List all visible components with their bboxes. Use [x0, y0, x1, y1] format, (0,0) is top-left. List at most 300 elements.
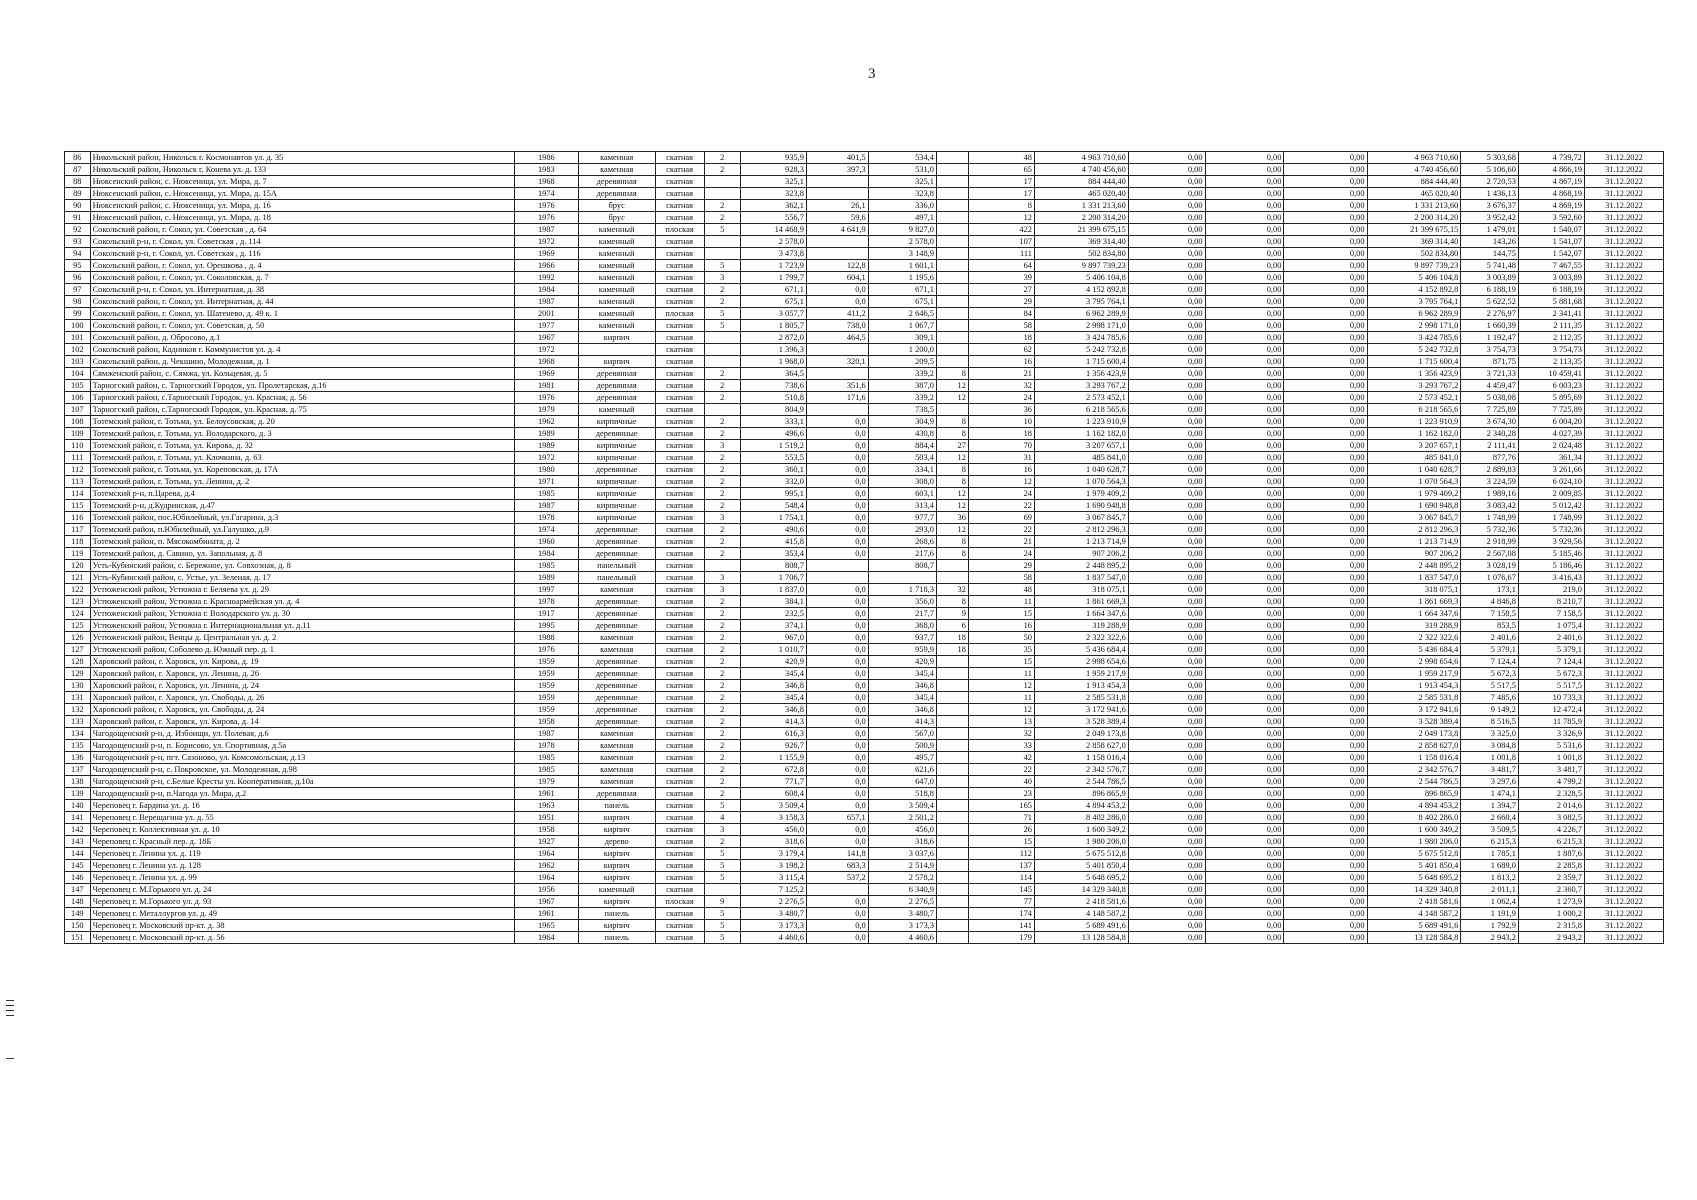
table-cell: 0,00 — [1128, 860, 1205, 872]
table-cell: 877,76 — [1461, 452, 1519, 464]
table-cell: 4 894 453,2 — [1367, 800, 1461, 812]
table-cell — [806, 884, 868, 896]
table-cell: 1987 — [514, 728, 578, 740]
table-cell: скатная — [655, 752, 704, 764]
table-cell: 31.12.2022 — [1584, 404, 1663, 416]
table-cell: 31.12.2022 — [1584, 344, 1663, 356]
table-cell — [936, 728, 968, 740]
table-cell: 118 — [65, 536, 91, 548]
table-cell: 31.12.2022 — [1584, 572, 1663, 584]
table-cell: 11 — [968, 692, 1034, 704]
table-cell: 31.12.2022 — [1584, 824, 1663, 836]
table-cell: 0,00 — [1284, 260, 1367, 272]
table-cell: 31.12.2022 — [1584, 164, 1663, 176]
table-cell: 0,00 — [1205, 212, 1284, 224]
table-cell: 0,00 — [1284, 704, 1367, 716]
table-cell: 4 894 453,2 — [1034, 800, 1128, 812]
table-cell: 4 868,19 — [1518, 188, 1584, 200]
margin-mark — [6, 1015, 14, 1016]
table-cell — [936, 812, 968, 824]
table-cell: кирпич — [578, 812, 655, 824]
table-cell: 907 206,2 — [1367, 548, 1461, 560]
margin-mark — [6, 1058, 14, 1059]
table-cell: 92 — [65, 224, 91, 236]
table-cell: 0,00 — [1284, 872, 1367, 884]
table-cell: 1 690 948,8 — [1034, 500, 1128, 512]
table-cell: 31.12.2022 — [1584, 848, 1663, 860]
table-cell: 12 — [936, 524, 968, 536]
table-cell: 0,00 — [1205, 836, 1284, 848]
table-cell: деревянная — [578, 380, 655, 392]
table-cell: 1 394,7 — [1461, 800, 1519, 812]
table-cell: 1 690 948,8 — [1367, 500, 1461, 512]
table-cell: 10 459,41 — [1518, 368, 1584, 380]
table-cell: 108 — [65, 416, 91, 428]
table-row — [65, 188, 1664, 200]
table-cell: 31.12.2022 — [1584, 224, 1663, 236]
table-cell: Сямженский район, с. Сямжа, ул. Кольцевая, д. 5 — [90, 368, 514, 380]
table-cell: 2001 — [514, 308, 578, 320]
table-cell: 0,00 — [1128, 440, 1205, 452]
table-row — [65, 872, 1664, 884]
table-cell: деревянные — [578, 692, 655, 704]
table-row — [65, 836, 1664, 848]
table-cell: 2 200 314,20 — [1034, 212, 1128, 224]
table-cell: скатная — [655, 272, 704, 284]
table-cell: 84 — [968, 308, 1034, 320]
table-cell: 5 303,68 — [1461, 152, 1519, 164]
table-cell: 0,0 — [806, 500, 868, 512]
table-cell: 346,8 — [868, 704, 936, 716]
table-cell: 738,0 — [806, 320, 868, 332]
table-cell — [806, 368, 868, 380]
table-cell: 896 865,9 — [1367, 788, 1461, 800]
table-cell: 3 416,43 — [1518, 572, 1584, 584]
table-cell: 142 — [65, 824, 91, 836]
table-cell: кирпич — [578, 920, 655, 932]
table-cell: скатная — [655, 248, 704, 260]
table-cell: 2 — [704, 284, 740, 296]
table-cell: 2 — [704, 764, 740, 776]
table-cell: 738,5 — [868, 404, 936, 416]
table-cell: 4 641,9 — [806, 224, 868, 236]
table-cell: 0,00 — [1205, 476, 1284, 488]
table-cell: 18 — [968, 332, 1034, 344]
table-cell: 808,7 — [740, 560, 806, 572]
table-cell: 2 — [704, 692, 740, 704]
table-cell: 2 998 171,0 — [1034, 320, 1128, 332]
table-cell: 935,9 — [740, 152, 806, 164]
table-cell: 0,0 — [806, 620, 868, 632]
table-cell: кирпич — [578, 824, 655, 836]
table-cell: 31.12.2022 — [1584, 464, 1663, 476]
table-cell — [806, 572, 868, 584]
table-row — [65, 824, 1664, 836]
table-cell: брус — [578, 212, 655, 224]
table-cell: каменная — [578, 776, 655, 788]
table-cell: 397,3 — [806, 164, 868, 176]
table-row — [65, 368, 1664, 380]
table-cell: Никольский район, Никольск г. Космонавтов ул. д. 35 — [90, 152, 514, 164]
table-row — [65, 740, 1664, 752]
table-cell: 387,0 — [868, 380, 936, 392]
table-cell: 1 436,13 — [1461, 188, 1519, 200]
table-cell: 8 — [936, 536, 968, 548]
table-cell: 0,00 — [1205, 548, 1284, 560]
table-cell: 1 748,99 — [1461, 512, 1519, 524]
table-cell: каменная — [578, 728, 655, 740]
table-cell: 5 106,60 — [1461, 164, 1519, 176]
table-cell: 346,8 — [740, 704, 806, 716]
table-cell: 174 — [968, 908, 1034, 920]
table-cell — [868, 572, 936, 584]
table-cell: 1 223 910,9 — [1034, 416, 1128, 428]
table-cell: 112 — [968, 848, 1034, 860]
table-cell: 0,00 — [1128, 812, 1205, 824]
table-cell: каменный — [578, 236, 655, 248]
table-cell: 608,4 — [740, 788, 806, 800]
table-cell: скатная — [655, 368, 704, 380]
table-cell: 12 — [968, 476, 1034, 488]
table-cell: 31.12.2022 — [1584, 716, 1663, 728]
table-cell: 1 001,8 — [1518, 752, 1584, 764]
table-cell: 209,5 — [868, 356, 936, 368]
table-cell: 0,00 — [1205, 200, 1284, 212]
table-cell: 0,00 — [1205, 908, 1284, 920]
table-cell: 1979 — [514, 776, 578, 788]
table-cell — [936, 320, 968, 332]
table-cell: 0,00 — [1205, 392, 1284, 404]
table-cell: скатная — [655, 428, 704, 440]
table-cell: 0,00 — [1205, 572, 1284, 584]
table-cell: 144,75 — [1461, 248, 1519, 260]
table-cell: 884,4 — [868, 440, 936, 452]
table-cell: 8 — [936, 368, 968, 380]
table-cell: 0,00 — [1205, 728, 1284, 740]
table-cell: 4 460,6 — [740, 932, 806, 944]
table-cell: 1989 — [514, 440, 578, 452]
table-cell: 0,00 — [1128, 680, 1205, 692]
table-cell: Устюженский район, Устюжна г. Интернациональная ул. д.11 — [90, 620, 514, 632]
table-cell: 1 542,07 — [1518, 248, 1584, 260]
table-cell: скатная — [655, 440, 704, 452]
table-row — [65, 272, 1664, 284]
table-cell: 48 — [968, 584, 1034, 596]
table-cell: 0,00 — [1205, 344, 1284, 356]
table-cell: 0,00 — [1205, 368, 1284, 380]
table-cell — [936, 692, 968, 704]
table-cell: деревянные — [578, 680, 655, 692]
table-cell: кирпич — [578, 332, 655, 344]
table-cell: 369 314,40 — [1034, 236, 1128, 248]
table-cell: 616,3 — [740, 728, 806, 740]
table-cell: 1976 — [514, 212, 578, 224]
table-cell: 217,7 — [868, 608, 936, 620]
table-cell: 0,00 — [1128, 692, 1205, 704]
table-row — [65, 908, 1664, 920]
table-cell: 5 406 104,8 — [1367, 272, 1461, 284]
table-cell: 2 858 627,0 — [1367, 740, 1461, 752]
table-cell: 0,00 — [1205, 512, 1284, 524]
table-cell: 4 739,72 — [1518, 152, 1584, 164]
table-cell: 603,1 — [868, 488, 936, 500]
table-cell: 1 723,9 — [740, 260, 806, 272]
table-row — [65, 728, 1664, 740]
table-cell: 0,00 — [1284, 536, 1367, 548]
table-cell: 2 — [704, 656, 740, 668]
table-cell: 896 865,9 — [1034, 788, 1128, 800]
table-cell: Череповец г. М.Горького ул. д. 93 — [90, 896, 514, 908]
table-cell: 5 406 104,8 — [1034, 272, 1128, 284]
table-cell: 2 360,7 — [1518, 884, 1584, 896]
table-row — [65, 572, 1664, 584]
table-row — [65, 164, 1664, 176]
table-cell: 7 467,55 — [1518, 260, 1584, 272]
table-cell — [936, 836, 968, 848]
table-cell: 2 — [704, 296, 740, 308]
table-cell: панель — [578, 932, 655, 944]
table-cell: 2 359,7 — [1518, 872, 1584, 884]
table-cell: 5 648 695,2 — [1367, 872, 1461, 884]
table-cell: 0,0 — [806, 668, 868, 680]
table-row — [65, 800, 1664, 812]
table-cell: 141,8 — [806, 848, 868, 860]
table-cell: 1 040 628,7 — [1367, 464, 1461, 476]
table-cell: 31.12.2022 — [1584, 500, 1663, 512]
table-cell: 0,00 — [1128, 212, 1205, 224]
table-cell: 6 340,9 — [868, 884, 936, 896]
table-cell: скатная — [655, 872, 704, 884]
table-cell: деревянные — [578, 716, 655, 728]
table-cell: 401,5 — [806, 152, 868, 164]
table-cell: 123 — [65, 596, 91, 608]
table-cell: 9 897 739,23 — [1034, 260, 1128, 272]
table-cell: скатная — [655, 764, 704, 776]
table-cell: 2 — [704, 728, 740, 740]
table-cell: 304,9 — [868, 416, 936, 428]
table-cell: 58 — [968, 320, 1034, 332]
table-cell: 31.12.2022 — [1584, 152, 1663, 164]
table-cell: 318,6 — [868, 836, 936, 848]
table-cell: 0,00 — [1205, 848, 1284, 860]
table-cell: 2 — [704, 200, 740, 212]
table-cell: 422 — [968, 224, 1034, 236]
table-cell: 31.12.2022 — [1584, 896, 1663, 908]
table-cell: 0,00 — [1284, 368, 1367, 380]
table-cell: 510,8 — [740, 392, 806, 404]
table-cell: 134 — [65, 728, 91, 740]
table-cell: 0,00 — [1284, 800, 1367, 812]
table-cell: 2 544 786,5 — [1034, 776, 1128, 788]
table-cell: деревянная — [578, 788, 655, 800]
table-cell: 2 011,1 — [1461, 884, 1519, 896]
table-cell: 0,00 — [1284, 572, 1367, 584]
table-cell: Череповец г. М.Горького ул. д. 24 — [90, 884, 514, 896]
table-cell: 1974 — [514, 524, 578, 536]
table-cell: 0,00 — [1205, 788, 1284, 800]
table-cell: 384,1 — [740, 596, 806, 608]
table-cell: 12 — [936, 452, 968, 464]
table-cell: 0,0 — [806, 452, 868, 464]
table-cell: 8 402 286,0 — [1367, 812, 1461, 824]
table-cell: 0,00 — [1284, 236, 1367, 248]
table-cell: 2 009,85 — [1518, 488, 1584, 500]
table-cell: 31.12.2022 — [1584, 176, 1663, 188]
table-cell: 0,00 — [1284, 380, 1367, 392]
table-cell: Тотемский район, г. Тотьма, ул. Кореповская, д. 17А — [90, 464, 514, 476]
table-cell: скатная — [655, 932, 704, 944]
table-cell: 91 — [65, 212, 91, 224]
table-cell: 31.12.2022 — [1584, 236, 1663, 248]
table-cell: скатная — [655, 908, 704, 920]
table-cell: 50 — [968, 632, 1034, 644]
table-cell: 4 152 892,8 — [1034, 284, 1128, 296]
table-cell — [936, 308, 968, 320]
table-cell: 16 — [968, 356, 1034, 368]
table-cell: 7 158,5 — [1518, 608, 1584, 620]
table-cell: 556,7 — [740, 212, 806, 224]
table-cell: 0,00 — [1128, 524, 1205, 536]
table-cell: 35 — [968, 644, 1034, 656]
table-cell: 1 067,7 — [868, 320, 936, 332]
table-cell: 3 — [704, 440, 740, 452]
table-cell: 8 210,7 — [1518, 596, 1584, 608]
table-cell: 149 — [65, 908, 91, 920]
table-cell: 0,00 — [1284, 776, 1367, 788]
table-row — [65, 656, 1664, 668]
table-cell: 4 740 456,60 — [1034, 164, 1128, 176]
table-cell: 319 288,9 — [1034, 620, 1128, 632]
table-cell: 31.12.2022 — [1584, 380, 1663, 392]
table-cell: 1 792,9 — [1461, 920, 1519, 932]
table-row — [65, 596, 1664, 608]
table-row — [65, 536, 1664, 548]
table-cell: 137 — [968, 860, 1034, 872]
table-cell: 94 — [65, 248, 91, 260]
table-cell: 3 037,6 — [868, 848, 936, 860]
table-cell: Тарногский район, с.Тарногский Городок, ул. Красная, д. 75 — [90, 404, 514, 416]
table-cell: 27 — [968, 284, 1034, 296]
table-cell: 2 998 654,6 — [1367, 656, 1461, 668]
table-cell: 217,6 — [868, 548, 936, 560]
table-cell — [806, 248, 868, 260]
table-cell: 2 285,8 — [1518, 860, 1584, 872]
table-cell: 32 — [968, 380, 1034, 392]
table-cell: 0,00 — [1284, 512, 1367, 524]
table-row — [65, 212, 1664, 224]
table-cell: 12 — [968, 212, 1034, 224]
table-cell: 150 — [65, 920, 91, 932]
table-cell: 0,00 — [1205, 872, 1284, 884]
table-cell: кирпичные — [578, 488, 655, 500]
table-cell: 1984 — [514, 548, 578, 560]
table-cell: 8 — [936, 428, 968, 440]
table-cell: 2 322 322,6 — [1367, 632, 1461, 644]
table-cell: 1 195,6 — [868, 272, 936, 284]
table-cell: скатная — [655, 344, 704, 356]
table-cell: 1 070 564,3 — [1034, 476, 1128, 488]
table-cell: 18 — [936, 644, 968, 656]
table-cell: 31.12.2022 — [1584, 656, 1663, 668]
table-cell: 0,00 — [1284, 836, 1367, 848]
table-cell: 4 867,19 — [1518, 176, 1584, 188]
table-cell — [704, 176, 740, 188]
table-cell: 0,0 — [806, 656, 868, 668]
table-cell: 2 315,8 — [1518, 920, 1584, 932]
table-cell: 31.12.2022 — [1584, 644, 1663, 656]
table-cell: 0,00 — [1128, 752, 1205, 764]
table-cell: Нюксенский район, с. Нюксеница, ул. Мира, д. 18 — [90, 212, 514, 224]
table-cell: 1960 — [514, 536, 578, 548]
table-cell: 145 — [65, 860, 91, 872]
table-cell: 2 342 576,7 — [1034, 764, 1128, 776]
table-cell: 4 799,2 — [1518, 776, 1584, 788]
table-cell: 336,0 — [868, 200, 936, 212]
table-cell: 0,00 — [1205, 248, 1284, 260]
table-cell: 977,7 — [868, 512, 936, 524]
table-cell: 3 028,19 — [1461, 560, 1519, 572]
table-cell: 3 528 389,4 — [1034, 716, 1128, 728]
table-cell: 1972 — [514, 236, 578, 248]
table-cell: 959,9 — [868, 644, 936, 656]
table-cell: 967,0 — [740, 632, 806, 644]
table-cell: 6 218 565,6 — [1367, 404, 1461, 416]
table-cell: 0,00 — [1205, 224, 1284, 236]
table-cell: 0,00 — [1205, 380, 1284, 392]
table-cell: 2 918,99 — [1461, 536, 1519, 548]
table-cell: 318,6 — [740, 836, 806, 848]
table-cell: 111 — [968, 248, 1034, 260]
table-cell: 3 297,6 — [1461, 776, 1519, 788]
table-cell: 1965 — [514, 920, 578, 932]
table-cell: Тотемский район, г. Тотьма, ул. Клочкина, д. 63 — [90, 452, 514, 464]
table-row — [65, 848, 1664, 860]
table-cell: 8 — [936, 416, 968, 428]
table-cell — [936, 404, 968, 416]
table-cell: скатная — [655, 284, 704, 296]
table-cell: 1 601,1 — [868, 260, 936, 272]
table-cell — [806, 560, 868, 572]
table-cell: 116 — [65, 512, 91, 524]
table-cell: 0,00 — [1284, 656, 1367, 668]
table-row — [65, 308, 1664, 320]
table-cell: скатная — [655, 524, 704, 536]
table-cell: 5 622,52 — [1461, 296, 1519, 308]
table-cell: 1 785,1 — [1461, 848, 1519, 860]
table-cell: 3 115,4 — [740, 872, 806, 884]
table-cell: 0,00 — [1284, 920, 1367, 932]
table-cell: 21 — [968, 536, 1034, 548]
table-cell: деревянные — [578, 656, 655, 668]
table-cell: скатная — [655, 404, 704, 416]
table-cell: 8 — [968, 200, 1034, 212]
table-cell: 29 — [968, 560, 1034, 572]
table-cell: 0,00 — [1128, 908, 1205, 920]
table-row — [65, 776, 1664, 788]
table-row — [65, 260, 1664, 272]
table-cell: 0,00 — [1284, 320, 1367, 332]
table-cell: 332,0 — [740, 476, 806, 488]
table-cell: 4 866,19 — [1518, 164, 1584, 176]
table-cell: 1 837,0 — [740, 584, 806, 596]
table-row — [65, 620, 1664, 632]
table-cell: 31.12.2022 — [1584, 920, 1663, 932]
table-cell: 12 — [936, 392, 968, 404]
table-cell: скатная — [655, 536, 704, 548]
table-cell: 0,00 — [1205, 884, 1284, 896]
table-cell: 100 — [65, 320, 91, 332]
table-cell — [936, 176, 968, 188]
